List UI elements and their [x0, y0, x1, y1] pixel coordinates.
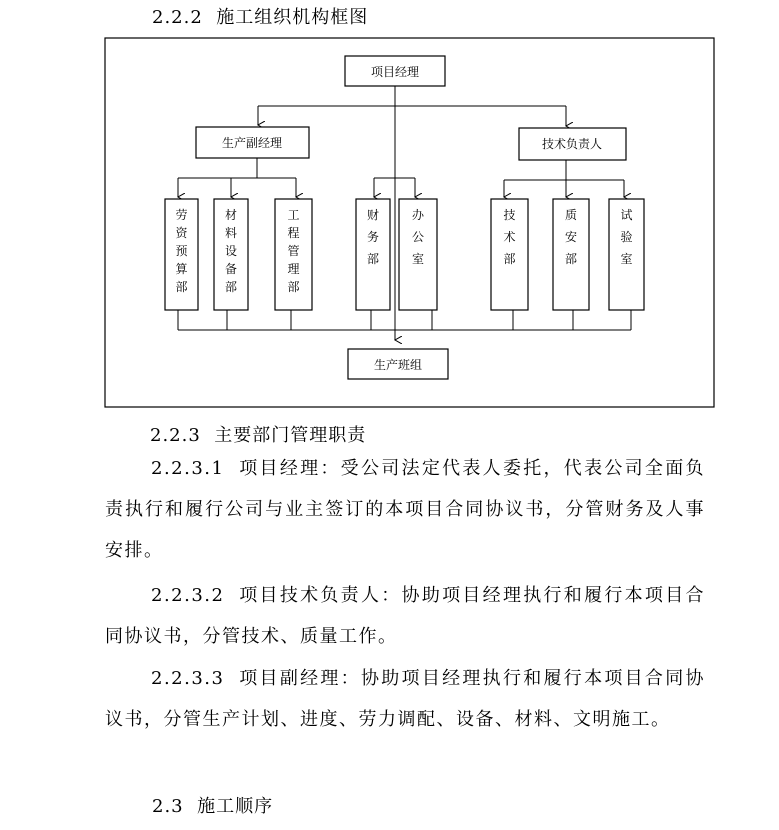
paragraph-number: 2.2.3.1	[151, 458, 225, 479]
heading-title: 主要部门管理职责	[214, 425, 367, 446]
paragraph-text: 项目技术负责人：协助项目经理执行和履行本项目合同协议书，分管技术、质量工作。	[105, 585, 705, 647]
section-heading-2-2-3	[150, 421, 366, 447]
org-box-label: 试验室	[620, 208, 633, 266]
heading-number: 2.2.2	[152, 7, 203, 28]
org-box-technical-lead	[519, 128, 626, 160]
org-box-label: 生产副经理	[221, 136, 283, 150]
heading-title: 施工组织机构框图	[216, 7, 369, 28]
org-box-department	[214, 199, 248, 310]
org-box-department	[553, 199, 589, 310]
org-box-project-manager	[345, 56, 445, 86]
org-box-production-team	[348, 349, 448, 379]
org-box-label: 财务部	[366, 208, 380, 266]
org-box-department	[491, 199, 528, 310]
paragraph-number: 2.2.3.2	[151, 585, 225, 606]
org-box-label: 技术负责人	[541, 137, 603, 151]
org-box-label: 材料设备部	[224, 208, 238, 294]
org-box-label: 生产班组	[373, 358, 423, 372]
org-box-deputy-production-manager	[196, 127, 309, 158]
org-box-label: 质安部	[564, 208, 578, 266]
org-box-department	[399, 199, 437, 310]
org-box-label: 工程管理部	[287, 208, 300, 294]
org-box-department	[356, 199, 390, 310]
heading-title: 施工顺序	[197, 796, 274, 817]
org-box-department	[609, 199, 644, 310]
paragraph-2-2-3-2	[105, 575, 705, 657]
heading-number: 2.2.3	[150, 425, 201, 446]
section-heading-2-3	[152, 792, 273, 818]
org-box-department	[275, 199, 312, 310]
paragraph-text: 项目副经理：协助项目经理执行和履行本项目合同协议书，分管生产计划、进度、劳力调配、设备、材料、文明施工。	[105, 668, 705, 730]
org-box-department	[165, 199, 198, 310]
paragraph-number: 2.2.3.3	[151, 668, 225, 689]
paragraph-2-2-3-3	[105, 658, 705, 740]
org-box-label: 项目经理	[370, 65, 420, 79]
org-box-label: 办公室	[411, 208, 425, 266]
paragraph-text: 项目经理：受公司法定代表人委托，代表公司全面负责执行和履行公司与业主签订的本项目合同协议书，分管财务及人事安排。	[105, 458, 705, 561]
paragraph-2-2-3-1	[105, 448, 705, 571]
heading-number: 2.3	[152, 796, 184, 817]
org-box-label: 劳资预算部	[175, 208, 188, 294]
org-box-label: 技术部	[503, 208, 516, 266]
